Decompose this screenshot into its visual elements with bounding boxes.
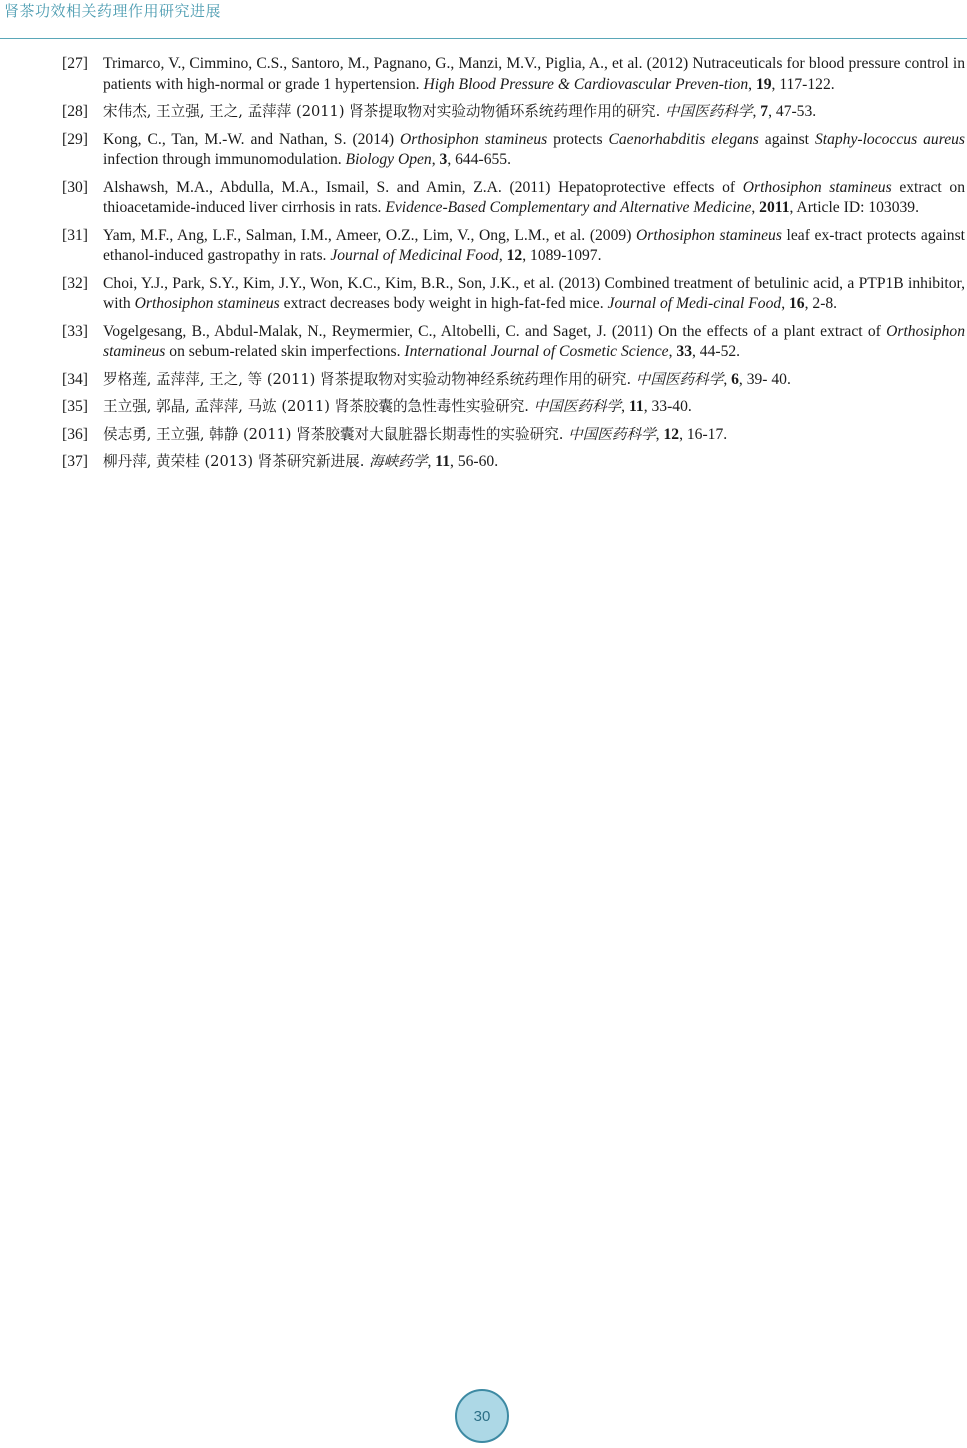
reference-segment: , 47-53.: [768, 103, 817, 120]
reference-segment: Trimarco, V., Cimmino, C.S., Santoro, M., Pagnano, G., Manzi, M.V., Piglia, A., et al. (2012) Nutraceuticals for blood pressure control in patients with high-normal or grade 1 hypertension.: [103, 55, 965, 93]
reference-italic: International Journal of Cosmetic Science: [404, 343, 669, 360]
reference-number: [35]: [62, 398, 88, 415]
reference-number: [29]: [62, 130, 88, 148]
reference-item: [62, 130, 965, 171]
reference-item: [62, 54, 965, 95]
reference-segment: infection through immunomodulation.: [103, 151, 346, 168]
reference-item: [62, 178, 965, 219]
running-title: 肾茶功效相关药理作用研究进展: [4, 2, 222, 20]
reference-segment: Choi, Y.J., Park, S.Y., Kim, J.Y., Won, K.C., Kim, B.R., Son, J.K., et al. (2013) Combined treatment of betulinic acid, a PTP1B inhibitor, with: [103, 274, 965, 312]
reference-segment: extract on thioacetamide-induced liver cirrhosis in rats.: [103, 178, 966, 216]
reference-text: [103, 452, 965, 473]
reference-item: [62, 370, 965, 391]
reference-segment: ,: [668, 343, 677, 360]
reference-bold: 6: [731, 370, 739, 388]
reference-segment: , 33-40.: [643, 398, 692, 415]
reference-bold: 33: [676, 343, 692, 360]
reference-item: [62, 452, 965, 473]
reference-segment: on sebum-related skin imperfections.: [165, 343, 405, 360]
reference-segment: Vogelgesang, B., Abdul-Malak, N., Reymermier, C., Altobelli, C. and Saget, J. (2011) On the effects of a plant extract of: [103, 322, 887, 340]
reference-segment: , 1089-1097.: [522, 247, 602, 264]
reference-journal: 中国医药科学: [568, 425, 656, 443]
reference-segment: 王立强, 郭晶, 孟萍萍, 马竑 (2011) 肾茶胶囊的急性毒性实验研究.: [103, 398, 534, 415]
reference-text: [103, 274, 965, 315]
reference-number: [28]: [62, 103, 88, 120]
reference-italic: Caenorhabditis elegans: [608, 130, 759, 148]
reference-number: [30]: [62, 178, 88, 196]
reference-item: [62, 274, 965, 315]
reference-segment: leaf ex-tract protects against ethanol-induced gastropathy in rats.: [103, 226, 965, 264]
reference-text: [103, 130, 965, 171]
reference-journal: 中国医药科学: [664, 103, 753, 120]
reference-segment: ,: [427, 453, 436, 470]
reference-italic: Staphy-lococcus aureus: [814, 130, 965, 148]
reference-number: [36]: [62, 425, 88, 443]
reference-text: [103, 397, 965, 418]
reference-segment: ,: [655, 425, 664, 443]
reference-segment: ,: [431, 151, 440, 168]
reference-segment: , 39- 40.: [738, 370, 791, 388]
reference-text: [103, 226, 965, 267]
reference-italic: Orthosiphon stamineus: [103, 322, 965, 360]
header-divider: [0, 38, 967, 39]
reference-bold: 7: [760, 103, 769, 120]
reference-segment: extract decreases body weight in high-fat-fed mice.: [279, 295, 608, 312]
reference-italic: Orthosiphon stamineus: [742, 178, 892, 196]
reference-segment: , 2-8.: [804, 295, 838, 312]
page-number-badge: [455, 1389, 509, 1443]
reference-segment: Kong, C., Tan, M.-W. and Nathan, S. (2014): [103, 130, 400, 148]
reference-journal: 中国医药科学: [533, 398, 622, 415]
reference-text: [103, 322, 965, 363]
reference-segment: , Article ID: 103039.: [789, 199, 919, 216]
reference-segment: ,: [723, 370, 732, 388]
reference-segment: 宋伟杰, 王立强, 王之, 孟萍萍 (2011) 肾茶提取物对实验动物循环系统药理作用的研究.: [103, 103, 665, 120]
reference-segment: , 644-655.: [447, 151, 511, 168]
page-number: 30: [473, 1407, 491, 1425]
reference-number: [34]: [62, 370, 88, 388]
reference-segment: Alshawsh, M.A., Abdulla, M.A., Ismail, S. and Amin, Z.A. (2011) Hepatoprotective effects of: [103, 178, 743, 196]
reference-italic: High Blood Pressure & Cardiovascular Preven-tion: [423, 75, 749, 93]
reference-item: [62, 102, 965, 123]
reference-segment: ,: [748, 75, 756, 93]
reference-number: [32]: [62, 274, 88, 292]
reference-segment: , 44-52.: [692, 343, 741, 360]
reference-item: [62, 425, 965, 446]
reference-segment: , 56-60.: [450, 453, 499, 470]
reference-bold: 16: [789, 295, 805, 312]
reference-italic: Biology Open: [345, 151, 432, 168]
reference-segment: 侯志勇, 王立强, 韩静 (2011) 肾茶胶囊对大鼠脏器长期毒性的实验研究.: [103, 425, 569, 443]
reference-number: [27]: [62, 55, 88, 72]
reference-text: [103, 178, 965, 219]
reference-bold: 11: [435, 453, 451, 470]
reference-item: [62, 322, 965, 363]
reference-text: [103, 54, 965, 95]
reference-bold: 2011: [759, 199, 790, 216]
reference-italic: Orthosiphon stamineus: [134, 295, 280, 312]
reference-number: [31]: [62, 226, 88, 244]
reference-text: [103, 370, 965, 391]
reference-segment: 柳丹萍, 黄荣桂 (2013) 肾茶研究新进展.: [103, 453, 370, 470]
reference-italic: Journal of Medi-cinal Food: [607, 295, 782, 312]
reference-segment: protects: [547, 130, 609, 148]
reference-item: [62, 226, 965, 267]
reference-segment: 罗格莲, 孟萍萍, 王之, 等 (2011) 肾茶提取物对实验动物神经系统药理作用的研究.: [103, 370, 636, 388]
reference-bold: 11: [628, 398, 644, 415]
reference-list: [62, 54, 965, 480]
reference-number: [37]: [62, 453, 88, 470]
reference-italic: Evidence-Based Complementary and Alternative Medicine: [385, 199, 752, 216]
reference-segment: , 117-122.: [771, 75, 835, 93]
reference-italic: Orthosiphon stamineus: [400, 130, 548, 148]
reference-journal: 中国医药科学: [635, 370, 724, 388]
reference-segment: against: [758, 130, 815, 148]
reference-bold: 19: [755, 75, 772, 93]
reference-segment: ,: [781, 295, 789, 312]
reference-segment: ,: [498, 247, 507, 264]
reference-italic: Orthosiphon stamineus: [636, 226, 782, 244]
reference-journal: 海峡药学: [369, 453, 428, 470]
reference-segment: Yam, M.F., Ang, L.F., Salman, I.M., Ameer, O.Z., Lim, V., Ong, L.M., et al. (2009): [103, 226, 637, 244]
reference-number: [33]: [62, 322, 88, 340]
reference-segment: ,: [751, 199, 760, 216]
reference-item: [62, 397, 965, 418]
reference-text: [103, 425, 965, 446]
reference-bold: 3: [439, 151, 448, 168]
reference-italic: Journal of Medicinal Food: [330, 247, 499, 264]
reference-text: [103, 102, 965, 123]
reference-bold: 12: [506, 247, 523, 264]
reference-segment: ,: [752, 103, 761, 120]
reference-segment: , 16-17.: [679, 425, 728, 443]
reference-bold: 12: [663, 425, 680, 443]
reference-segment: ,: [621, 398, 629, 415]
